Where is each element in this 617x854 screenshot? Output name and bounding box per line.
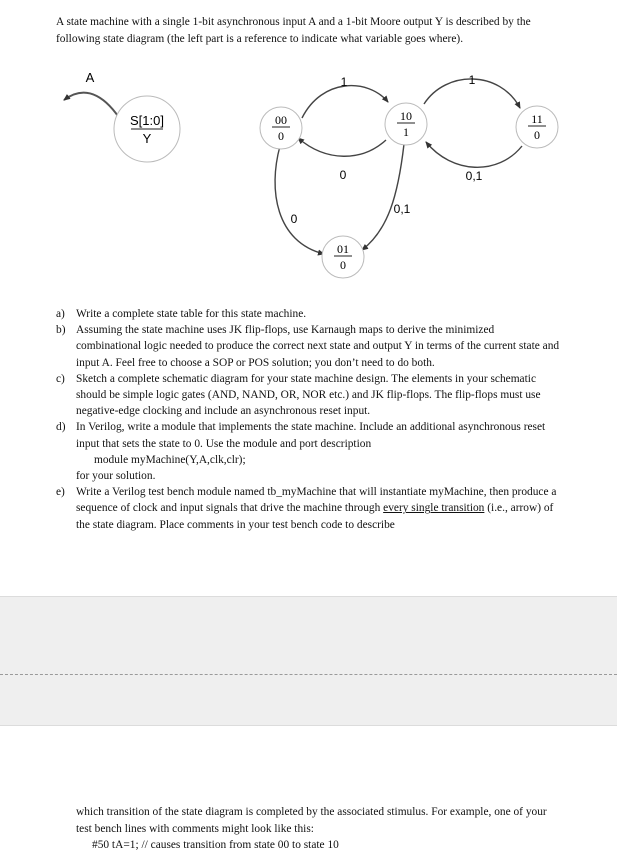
state-11-output: 0 (534, 128, 540, 142)
question-c-marker: c) (56, 372, 65, 385)
continuation-block (76, 804, 560, 854)
state-00-output: 0 (278, 129, 284, 143)
state-diagram (0, 66, 617, 286)
question-d-after-text: for your solution. (76, 470, 156, 483)
question-e (56, 484, 561, 533)
label-00-to-10: 1 (340, 75, 348, 89)
question-list (56, 306, 561, 533)
label-10-to-01: 0,1 (393, 202, 411, 216)
question-c-text: Sketch a complete schematic diagram for your state machine design. The elements in your schematic should be simple logic gates (AND, NAND, OR, NOR etc.) and JK flip-flops. The flip-flops must use negative-edge clocking and include an asynchronous reset input. (76, 372, 541, 418)
example-code-line: #50 tA=1; // causes transition from state 00 to state 10 (92, 839, 339, 851)
label-11-to-10: 0,1 (465, 169, 483, 183)
state-10-code: 10 (400, 109, 412, 123)
legend-state-label: S[1:0] (130, 113, 164, 128)
state-00 (260, 107, 302, 149)
transition-00-to-10 (302, 86, 388, 118)
page-break-band-bottom (0, 675, 617, 726)
label-00-to-01: 0 (290, 212, 298, 226)
legend-output-label: Y (142, 131, 152, 146)
state-00-code: 00 (275, 113, 287, 127)
legend-transition-arrow (64, 93, 122, 122)
state-01-output: 0 (340, 258, 346, 272)
state-11-code: 11 (531, 112, 543, 126)
question-e-marker: e) (56, 486, 65, 499)
question-d (56, 419, 561, 468)
state-01-code: 01 (337, 242, 349, 256)
transition-10-to-01 (362, 144, 404, 250)
question-b (56, 322, 561, 371)
page-break-band-top (0, 596, 617, 675)
transition-00-to-01 (275, 146, 324, 254)
question-c (56, 371, 561, 420)
intro-paragraph: A state machine with a single 1-bit asynchronous input A and a 1-bit Moore output Y is described by the following state diagram (the left part is a reference to indicate what variable goes where). (56, 16, 531, 45)
state-10-output: 1 (403, 125, 409, 139)
state-01 (322, 236, 364, 278)
continuation-text: which transition of the state diagram is completed by the associated stimulus. For example, one of your test bench lines with comments might look like this: (76, 806, 547, 835)
question-b-text: Assuming the state machine uses JK flip-flops, use Karnaugh maps to derive the minimized combinational logic needed to produce the correct next state and output Y in terms of the current state and input A. Feel free to choose a SOP or POS solution; you don’t need to do both. (76, 324, 560, 369)
question-e-underlined: every single transition (383, 502, 485, 515)
question-e-text-after: (i.e., arrow) of the state diagram. Place comments in your test bench code to describe (76, 502, 554, 531)
transition-10-to-00 (298, 138, 386, 156)
module-declaration: module myMachine(Y,A,clk,clr); (94, 453, 246, 466)
state-11 (516, 106, 558, 148)
question-e-text-before: Write a Verilog test bench module named tb_myMachine that will instantiate myMachine, then produce a sequence of clock and input signals that drive the machine through (76, 486, 557, 515)
question-a-text: Write a complete state table for this state machine. (76, 308, 307, 320)
question-d-marker: d) (56, 421, 66, 434)
state-10 (385, 103, 427, 145)
transition-11-to-10 (426, 142, 522, 167)
question-b-marker: b) (56, 324, 66, 337)
question-d-after (56, 468, 561, 484)
label-10-to-11: 1 (468, 73, 476, 87)
question-d-text: In Verilog, write a module that implements the state machine. Include an additional asynchronous reset input that sets the state to 0. Use the module and port description (76, 421, 546, 450)
legend-input-label: A (85, 70, 95, 85)
question-a (56, 306, 561, 322)
question-a-marker: a) (56, 308, 65, 320)
label-10-to-00: 0 (339, 168, 347, 182)
